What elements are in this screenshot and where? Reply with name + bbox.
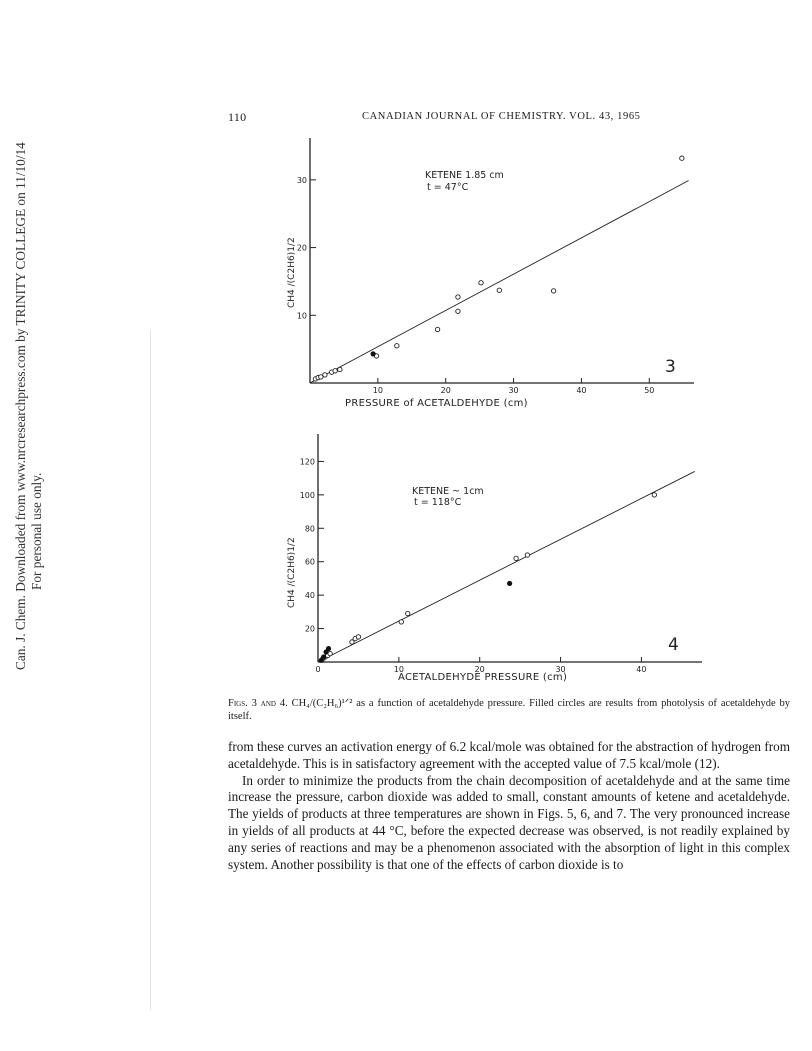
figure-4-open-point xyxy=(652,493,656,497)
figure-3-open-point xyxy=(338,367,342,371)
download-notice-line2: For personal use only. xyxy=(29,472,44,590)
body-text xyxy=(228,739,790,873)
figure-3-marks xyxy=(310,156,689,383)
figure-4-y-tick-label: 120 xyxy=(299,457,315,467)
running-head: CANADIAN JOURNAL OF CHEMISTRY. VOL. 43, 1965 xyxy=(362,111,641,122)
figure-4-y-tick-label: 40 xyxy=(304,591,315,601)
figure-4-annotation-line2: t = 118°C xyxy=(414,497,462,508)
figure-3 xyxy=(250,130,700,415)
page-number: 110 xyxy=(228,110,247,124)
figure-4-x-tick-label: 20 xyxy=(474,665,485,674)
figure-4-marks xyxy=(318,471,695,662)
figure-4-y-tick-label: 100 xyxy=(299,490,315,500)
figure-4-filled-point xyxy=(321,655,326,660)
figure-3-annotation-line2: t = 47°C xyxy=(427,182,469,193)
figure-3-number: 3 xyxy=(665,357,676,377)
figure-3-open-point xyxy=(479,281,483,285)
figure-4-x-tick-label: 0 xyxy=(315,665,321,674)
figure-3-annotation-line1: KETENE 1.85 cm xyxy=(425,170,504,181)
paragraph-1: from these curves an activation energy of 6.2 kcal/mole was obtained for the abstraction of hydrogen from acetaldehyde. This is in satisfactory agreement with the accepted value of 7.5 kcal/mole (12). xyxy=(228,739,790,771)
figure-3-x-tick-label: 30 xyxy=(508,386,519,395)
figure-3-open-point xyxy=(435,327,439,331)
figure-3-filled-point xyxy=(371,352,376,357)
figure-4-x-tick-label: 10 xyxy=(393,665,404,674)
figure-3-x-tick-label: 50 xyxy=(644,386,655,395)
figure-3-open-point xyxy=(680,156,684,160)
scan-margin-line xyxy=(150,330,151,1010)
figure-4-open-point xyxy=(514,556,518,560)
figure-3-y-axis-label: CH4 /(C2H6)1/2 xyxy=(287,237,297,308)
figure-3-open-point xyxy=(551,289,555,293)
figure-4-annotation-line1: KETENE ~ 1cm xyxy=(412,486,484,497)
figure-4-open-point xyxy=(525,553,529,557)
figure-3-open-point xyxy=(333,369,337,373)
figure-3-open-point xyxy=(456,309,460,313)
caption-lead: Figs. 3 and 4. xyxy=(228,698,288,709)
paragraph-2: In order to minimize the products from the chain decomposition of acetaldehyde and at the same time increase the pressure, carbon dioxide was added to small, constant amounts of ketene and acetaldehyde. The yields of products at three temperatures are shown in Figs. 5, 6, and 7. The very pronounced increase in yields of all products at 44 °C, before the expected decrease was observed, is not readily explained by any series of reactions and may be a phenomenon associated with the absorption of light in this complex system. Another possibility is that one of the effects of carbon dioxide is to xyxy=(228,772,790,872)
figure-4 xyxy=(250,428,700,690)
figure-4-x-tick-label: 30 xyxy=(555,665,566,674)
figure-4-y-tick-label: 20 xyxy=(304,624,315,634)
figure-4-x-axis-label: ACETALDEHYDE PRESSURE (cm) xyxy=(398,672,568,683)
figure-3-fit-line xyxy=(310,181,689,383)
figure-4-open-point xyxy=(399,620,403,624)
figure-3-x-tick-label: 10 xyxy=(372,386,383,395)
figure-4-open-point xyxy=(356,635,360,639)
figure-3-open-point xyxy=(456,295,460,299)
figure-4-open-point xyxy=(406,611,410,615)
figure-4-y-tick-label: 80 xyxy=(304,524,315,534)
figure-4-number: 4 xyxy=(668,635,679,655)
caption-text: CH₄/(C₂H₆)¹ᐟ² as a function of acetaldehyde pressure. Filled circles are results from photolysis of acetaldehyde by itself. xyxy=(228,698,790,722)
download-notice xyxy=(3,142,59,670)
figure-3-x-axis-label: PRESSURE of ACETALDEHYDE (cm) xyxy=(345,398,528,409)
figure-4-filled-point xyxy=(507,581,512,586)
figure-4-fit-line xyxy=(318,471,695,662)
figure-3-x-tick-label: 20 xyxy=(440,386,451,395)
figure-3-y-tick-label: 30 xyxy=(296,175,307,185)
download-notice-line1: Can. J. Chem. Downloaded from www.nrcresearchpress.com by TRINITY COLLEGE on 11/10/14 xyxy=(13,142,28,670)
figure-3-open-point xyxy=(395,344,399,348)
figure-3-open-point xyxy=(323,373,327,377)
figure-3-y-tick-label: 20 xyxy=(296,243,307,253)
figure-3-y-tick-label: 10 xyxy=(296,311,307,321)
figure-4-x-tick-label: 40 xyxy=(636,665,647,674)
figure-4-y-tick-label: 60 xyxy=(304,557,315,567)
figure-3-open-point xyxy=(497,288,501,292)
figure-4-filled-point xyxy=(326,646,331,651)
figure-4-y-axis-label: CH4 /(C2H6)1/2 xyxy=(287,537,297,608)
figure-3-x-tick-label: 40 xyxy=(576,386,587,395)
figure-caption xyxy=(228,697,790,723)
